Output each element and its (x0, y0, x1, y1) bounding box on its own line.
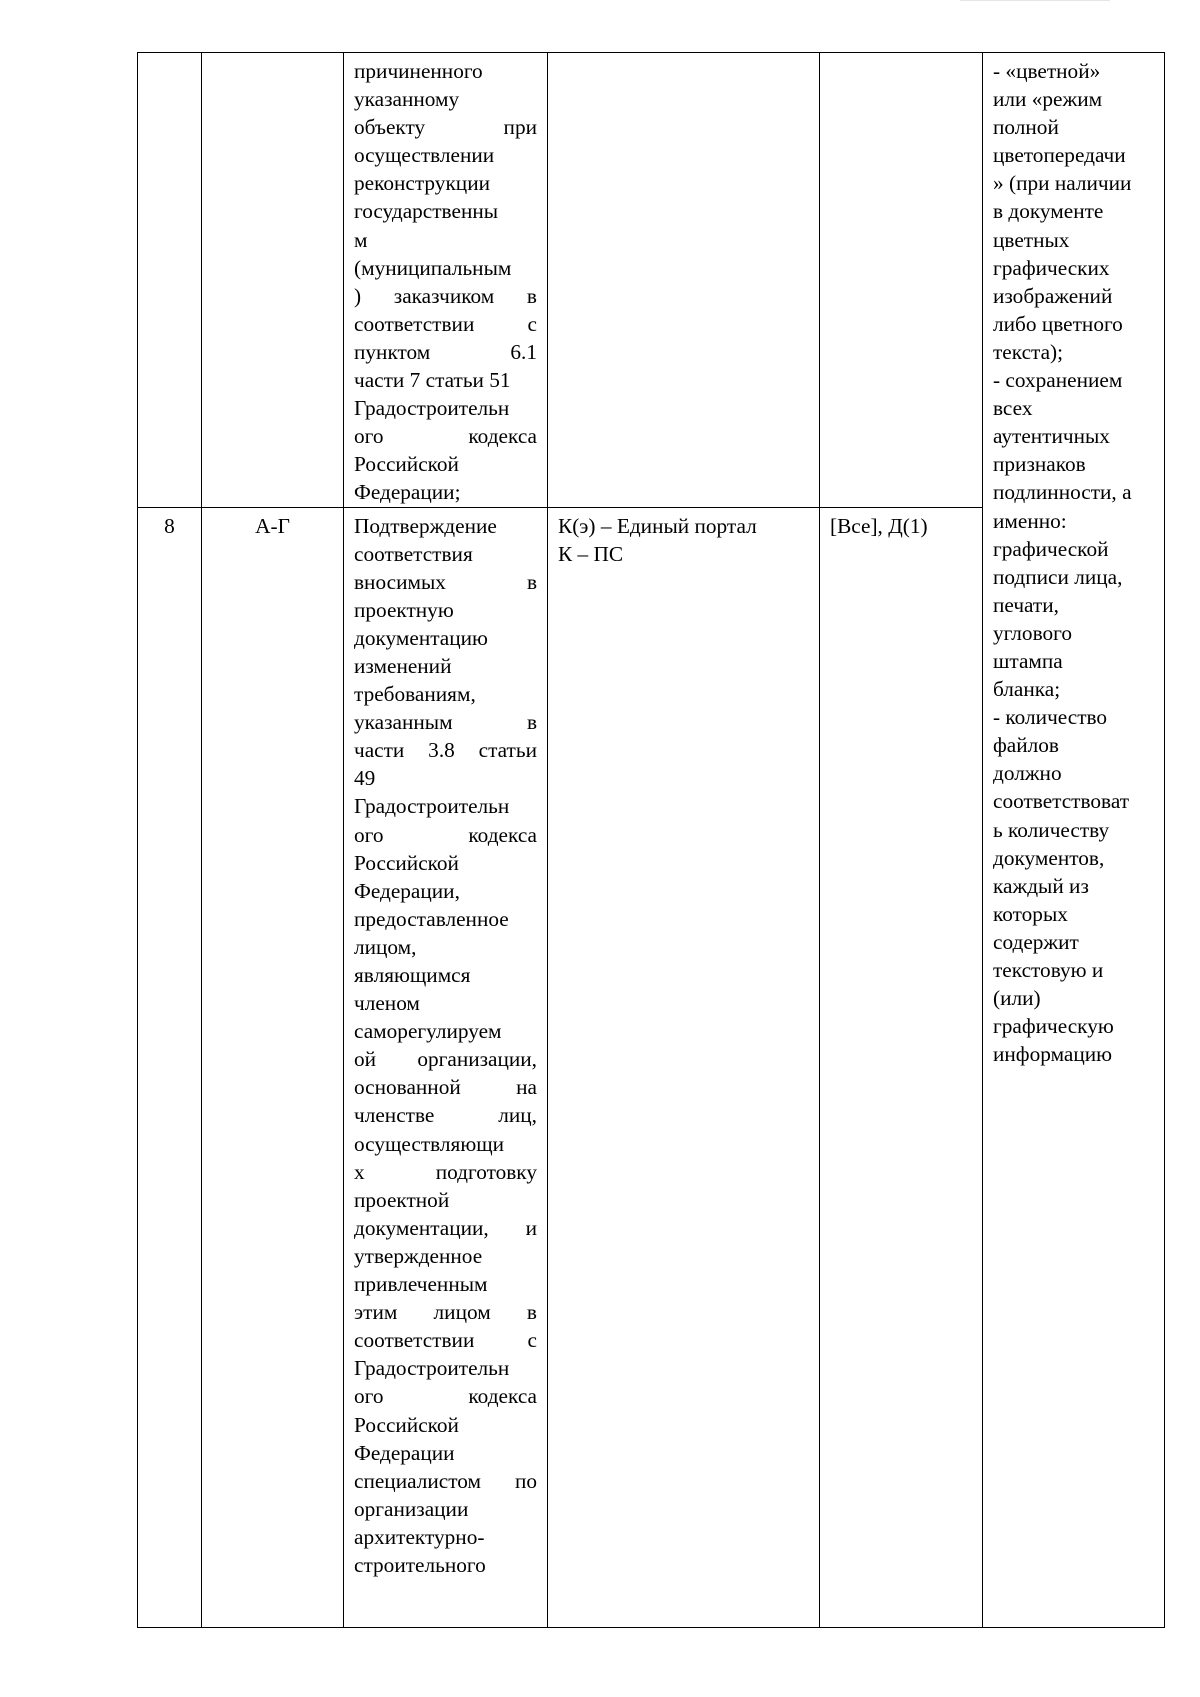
description-word: заказчиком (393, 283, 495, 308)
description-word: соответствии (354, 311, 475, 336)
description-word: кодекса (468, 822, 537, 847)
description-word: статьи (478, 738, 537, 763)
description-line (354, 1017, 537, 1045)
requirement-line: аутентичных (993, 424, 1110, 449)
description-line (354, 764, 537, 792)
description-word: членом (354, 991, 420, 1016)
description-word: в (526, 710, 537, 735)
description-word: соответствии (354, 1328, 475, 1353)
description-word: Российской (354, 452, 459, 477)
requirement-line: текста); (993, 339, 1064, 364)
description-line (354, 1411, 537, 1439)
description-word: строительного (354, 1552, 486, 1577)
description-word: специалистом (354, 1468, 481, 1493)
requirement-line: признаков (993, 452, 1086, 477)
description-line (354, 141, 537, 169)
requirement-line: печати, (993, 592, 1059, 617)
requirement-line: соответствоват (993, 789, 1130, 814)
description-word: Российской (354, 1412, 459, 1437)
requirement-line: графической (993, 536, 1109, 561)
description-word: организации (354, 1496, 469, 1521)
description-line (354, 226, 537, 254)
applicant-category-cell (202, 53, 344, 508)
description-line (354, 540, 537, 568)
requirement-line: текстовую и (993, 958, 1104, 982)
description-word: организации, (417, 1047, 537, 1072)
description-line (354, 1439, 537, 1467)
requirement-line: информацию (993, 1042, 1113, 1067)
description-word: государственны (354, 199, 499, 224)
description-word: подготовку (435, 1159, 537, 1184)
description-line (354, 596, 537, 624)
requirement-line: каждый из (993, 873, 1089, 898)
requirement-line: - «цветной» (993, 59, 1101, 83)
description-line (354, 197, 537, 225)
applicability-cell: [Все], Д(1) (820, 507, 983, 1627)
requirement-line: (или) (993, 986, 1041, 1011)
description-line (354, 877, 537, 905)
description-line (354, 394, 537, 422)
description-word: Российской (354, 850, 459, 875)
description-line (354, 736, 537, 764)
description-word: Федерации (354, 1440, 455, 1465)
description-line (354, 1495, 537, 1523)
description-word: в (526, 569, 537, 594)
description-line (354, 422, 537, 450)
description-word: основанной (354, 1075, 461, 1100)
description-word: Градостроительн (354, 396, 510, 421)
description-word: ого (354, 1384, 384, 1409)
description-word: Градостроительн (354, 794, 510, 819)
requirement-line: файлов (993, 733, 1059, 758)
description-word: осуществлении (354, 143, 495, 168)
description-word: Подтверждение (354, 513, 497, 538)
requirements-cell (983, 53, 1165, 1628)
description-word: лицом (433, 1300, 491, 1325)
requirement-line: или «режим (993, 87, 1103, 112)
description-word: 3.8 (428, 738, 455, 763)
description-word: причиненного (354, 59, 483, 83)
description-word: кодекса (468, 1384, 537, 1409)
description-word: являющимся (354, 963, 471, 987)
description-word: м (354, 227, 368, 252)
description-word: на (516, 1075, 537, 1100)
description-line (354, 1326, 537, 1354)
requirement-line: в документе (993, 199, 1104, 224)
description-line (354, 1045, 537, 1073)
document-description-cell (344, 53, 548, 508)
page-top-mark (960, 0, 1110, 7)
description-line (354, 624, 537, 652)
description-word: части (354, 738, 405, 763)
description-word: указанным (354, 710, 453, 735)
description-line (354, 680, 537, 708)
description-word: проектную (354, 597, 454, 622)
requirement-line: цветопередачи (993, 143, 1126, 168)
description-word: ) (354, 283, 362, 308)
description-word: документации, (354, 1215, 489, 1240)
description-line (354, 85, 537, 113)
requirement-line: подлинности, а (993, 480, 1132, 505)
description-word: утвержденное (354, 1243, 483, 1268)
submission-form-cell (548, 507, 820, 1627)
description-word: Федерации, (354, 878, 460, 903)
description-line (354, 708, 537, 736)
requirement-line: бланка; (993, 677, 1061, 702)
description-line (354, 366, 537, 394)
requirement-line: графическую (993, 1014, 1114, 1039)
description-word: кодекса (468, 424, 537, 449)
description-word: этим (354, 1300, 398, 1325)
description-word: архитектурно- (354, 1524, 485, 1549)
description-word: вносимых (354, 569, 446, 594)
description-word: ого (354, 822, 384, 847)
description-word: ой (354, 1047, 377, 1072)
table-row (138, 53, 1165, 508)
description-line (354, 652, 537, 680)
submission-form-line: К(э) – Единый портал (558, 513, 757, 538)
description-word: осуществляющи (354, 1131, 505, 1156)
description-line (354, 450, 537, 478)
description-line (354, 568, 537, 596)
description-word: реконструкции (354, 171, 490, 196)
description-word: требованиям, (354, 682, 476, 707)
description-word: ого (354, 424, 384, 449)
description-line (354, 282, 537, 310)
requirement-line: » (при наличии (993, 171, 1132, 196)
description-word: проектной (354, 1187, 450, 1212)
submission-form-line: К – ПС (558, 541, 624, 566)
description-line (354, 989, 537, 1017)
description-line (354, 1242, 537, 1270)
requirement-line: содержит (993, 929, 1079, 954)
description-line (354, 57, 537, 85)
applicant-category-cell: А-Г (202, 507, 344, 1627)
description-line (354, 1382, 537, 1410)
description-word: части 7 статьи 51 (354, 368, 511, 393)
row-number-cell (138, 53, 202, 508)
description-line (354, 478, 537, 506)
description-word: документацию (354, 625, 488, 650)
submission-form-cell (548, 53, 820, 508)
requirement-line: ь количеству (993, 817, 1110, 842)
description-word: Градостроительн (354, 1356, 510, 1381)
description-line (354, 933, 537, 961)
requirement-line: цветных (993, 227, 1070, 252)
row-number-cell: 8 (138, 507, 202, 1627)
document-description-cell (344, 507, 548, 1627)
requirement-line: либо цветного (993, 311, 1123, 336)
description-line (354, 821, 537, 849)
description-word: соответствия (354, 541, 473, 566)
description-word: лицом, (354, 934, 417, 959)
description-word: указанному (354, 87, 460, 112)
description-line (354, 1354, 537, 1382)
requirement-line: подписи лица, (993, 564, 1123, 589)
description-word: членстве (354, 1103, 435, 1128)
requirement-line: которых (993, 901, 1068, 926)
description-line (354, 1523, 537, 1551)
description-word: в (526, 283, 537, 308)
description-line (354, 905, 537, 933)
description-line (354, 338, 537, 366)
description-word: (муниципальным (354, 255, 512, 280)
description-word: Федерации; (354, 480, 461, 505)
requirement-line: штампа (993, 648, 1063, 673)
description-line (354, 961, 537, 989)
description-word: предоставленное (354, 906, 509, 931)
requirement-line: документов, (993, 845, 1105, 870)
description-line (354, 1551, 537, 1579)
description-line (354, 1158, 537, 1186)
description-word: привлеченным (354, 1272, 488, 1297)
documents-table (137, 52, 1165, 1628)
description-word: 6.1 (510, 339, 537, 364)
requirement-line: графических (993, 255, 1110, 280)
requirement-line: - сохранением (993, 368, 1123, 393)
description-line (354, 1214, 537, 1242)
description-line (354, 1186, 537, 1214)
description-word: при (503, 115, 537, 140)
description-word: саморегулируем (354, 1019, 502, 1044)
requirement-line: углового (993, 620, 1072, 645)
requirement-line: - количество (993, 705, 1108, 730)
description-word: изменений (354, 653, 452, 678)
description-line (354, 1298, 537, 1326)
description-line (354, 310, 537, 338)
description-line (354, 1270, 537, 1298)
description-word: с (527, 1328, 537, 1353)
description-word: с (527, 311, 537, 336)
description-word: объекту (354, 115, 426, 140)
description-line (354, 1073, 537, 1101)
requirement-line: полной (993, 115, 1059, 140)
description-word: по (514, 1468, 537, 1493)
description-line (354, 512, 537, 540)
description-line (354, 849, 537, 877)
description-line (354, 792, 537, 820)
description-word: х (354, 1159, 365, 1184)
description-line (354, 1130, 537, 1158)
applicability-cell (820, 53, 983, 508)
description-line (354, 1467, 537, 1495)
description-word: лиц, (498, 1103, 537, 1128)
description-word: 49 (354, 766, 376, 791)
requirement-line: именно: (993, 508, 1067, 533)
requirement-line: должно (993, 761, 1062, 786)
description-line (354, 169, 537, 197)
requirement-line: всех (993, 396, 1033, 421)
description-line (354, 254, 537, 282)
description-word: в (526, 1300, 537, 1325)
description-word: пунктом (354, 339, 431, 364)
requirement-line: изображений (993, 283, 1113, 308)
description-line (354, 113, 537, 141)
description-word: и (525, 1215, 537, 1240)
description-line (354, 1101, 537, 1129)
